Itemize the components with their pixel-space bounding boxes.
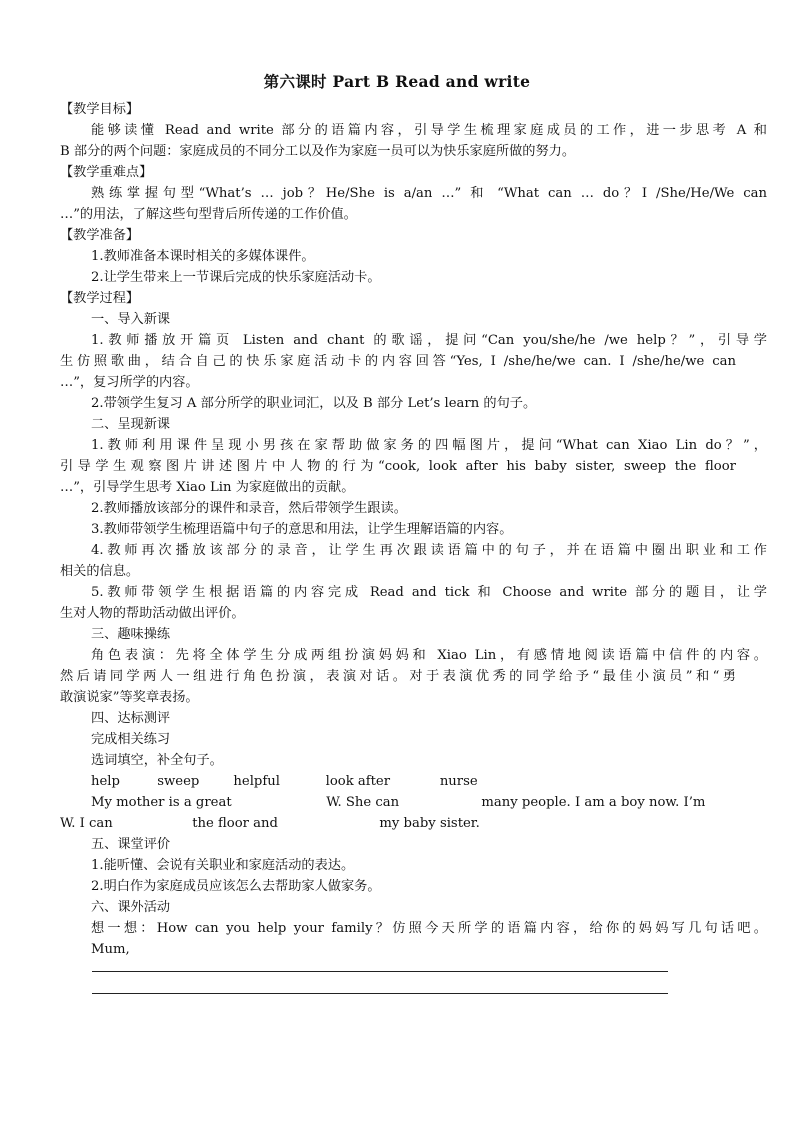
word-bank — [60, 772, 767, 793]
evaluation-item-2: 2.明白作为家庭成员应该怎么去帮助家人做家务。 — [91, 879, 381, 894]
intro-step-1-line-3: …”，复习所学的内容。 — [60, 375, 199, 390]
heading-process: 【教学过程】 — [60, 291, 140, 306]
exercise-line-2 — [60, 814, 736, 835]
word-bank-item: look after — [325, 774, 391, 789]
present-step-1-line-1: 1.教师利用课件呈现小男孩在家帮助做家务的四幅图片，提问“What can Xiao Lin do？”， — [91, 438, 767, 453]
present-step-3: 3.教师带领学生梳理语篇中句子的意思和用法，让学生理解语篇的内容。 — [91, 522, 513, 537]
intro-step-1-line-1: 1.教师播放开篇页 Listen and chant 的歌谣，提问“Can you/she/he /we help？”，引导学 — [91, 333, 767, 348]
word-bank-item: helpful — [233, 774, 280, 789]
assessment-exercise-label: 完成相关练习 — [91, 732, 171, 747]
section-evaluation-heading: 五、课堂评价 — [91, 837, 171, 852]
section-practice-heading: 三、趣味操练 — [91, 627, 171, 642]
word-bank-item: sweep — [157, 774, 200, 789]
homework-prompt: 想一想：How can you help your family？仿照今天所学的语篇内容，给你的妈妈写几句话吧。 — [91, 921, 767, 936]
present-step-4-line-1: 4.教师再次播放该部分的录音，让学生再次跟读语篇中的句子，并在语篇中圈出职业和工作 — [91, 543, 767, 558]
practice-line-1: 角色表演：先将全体学生分成两组扮演妈妈和 Xiao Lin，有感情地阅读语篇中信件的内容。 — [91, 648, 767, 663]
preparation-item-1: 1.教师准备本课时相关的多媒体课件。 — [91, 249, 315, 264]
heading-preparation: 【教学准备】 — [60, 228, 140, 243]
heading-objectives: 【教学目标】 — [60, 102, 140, 117]
practice-line-2: 然后请同学两人一组进行角色扮演，表演对话。对于表演优秀的同学给予“最佳小演员”和“勇 — [60, 669, 736, 684]
exercise-text: my baby sister. — [379, 816, 480, 831]
key-points-line-2: …”的用法，了解这些句型背后所传递的工作价值。 — [60, 207, 357, 222]
letter-salutation: Mum, — [91, 942, 130, 957]
exercise-line-1 — [60, 793, 767, 814]
present-step-5-line-1: 5.教师带领学生根据语篇的内容完成 Read and tick 和 Choose and write 部分的题目，让学 — [91, 585, 767, 600]
intro-step-2: 2.带领学生复习 A 部分所学的职业词汇，以及 B 部分 Let’s learn 的句子。 — [91, 396, 537, 411]
key-points-line-1: 熟练掌握句型“What’s … job？He/She is a/an …” 和 “What can … do？I /She/He/We can — [91, 186, 767, 201]
objectives-line-1: 能够读懂 Read and write 部分的语篇内容，引导学生梳理家庭成员的工作，进一步思考 A 和 — [91, 123, 767, 138]
word-bank-item: help — [91, 774, 120, 789]
section-present-heading: 二、呈现新课 — [91, 417, 171, 432]
practice-line-3: 敢演说家”等奖章表扬。 — [60, 690, 199, 705]
present-step-1-line-3: …”，引导学生思考 Xiao Lin 为家庭做出的贡献。 — [60, 480, 355, 495]
writing-line — [92, 971, 668, 972]
exercise-text: many people. I am a boy now. I’m — [481, 795, 706, 810]
exercise-text: My mother is a great — [91, 795, 232, 810]
writing-line — [92, 993, 668, 994]
exercise-text: W. She can — [326, 795, 400, 810]
present-step-5-line-2: 生对人物的帮助活动做出评价。 — [60, 606, 245, 621]
section-assessment-heading: 四、达标测评 — [91, 711, 171, 726]
lesson-title: 第六课时 Part B Read and write — [263, 72, 531, 91]
present-step-1-line-2: 引导学生观察图片讲述图片中人物的行为“cook, look after his baby sister, sweep the floor — [60, 459, 736, 474]
intro-step-1-line-2: 生仿照歌曲，结合自己的快乐家庭活动卡的内容回答“Yes, I /she/he/we can. I /she/he/we can — [60, 354, 736, 369]
present-step-2: 2.教师播放该部分的课件和录音，然后带领学生跟读。 — [91, 501, 407, 516]
exercise-text: the floor and — [192, 816, 278, 831]
word-bank-item: nurse — [439, 774, 478, 789]
section-homework-heading: 六、课外活动 — [91, 900, 171, 915]
preparation-item-2: 2.让学生带来上一节课后完成的快乐家庭活动卡。 — [91, 270, 381, 285]
exercise-text: W. I can — [60, 816, 113, 831]
present-step-4-line-2: 相关的信息。 — [60, 564, 140, 579]
section-intro-heading: 一、导入新课 — [91, 312, 171, 327]
assessment-instruction: 选词填空，补全句子。 — [91, 753, 223, 768]
heading-key-points: 【教学重难点】 — [60, 165, 153, 180]
objectives-line-2: B 部分的两个问题：家庭成员的不同分工以及作为家庭一员可以为快乐家庭所做的努力。 — [60, 144, 576, 159]
evaluation-item-1: 1.能听懂、会说有关职业和家庭活动的表达。 — [91, 858, 355, 873]
